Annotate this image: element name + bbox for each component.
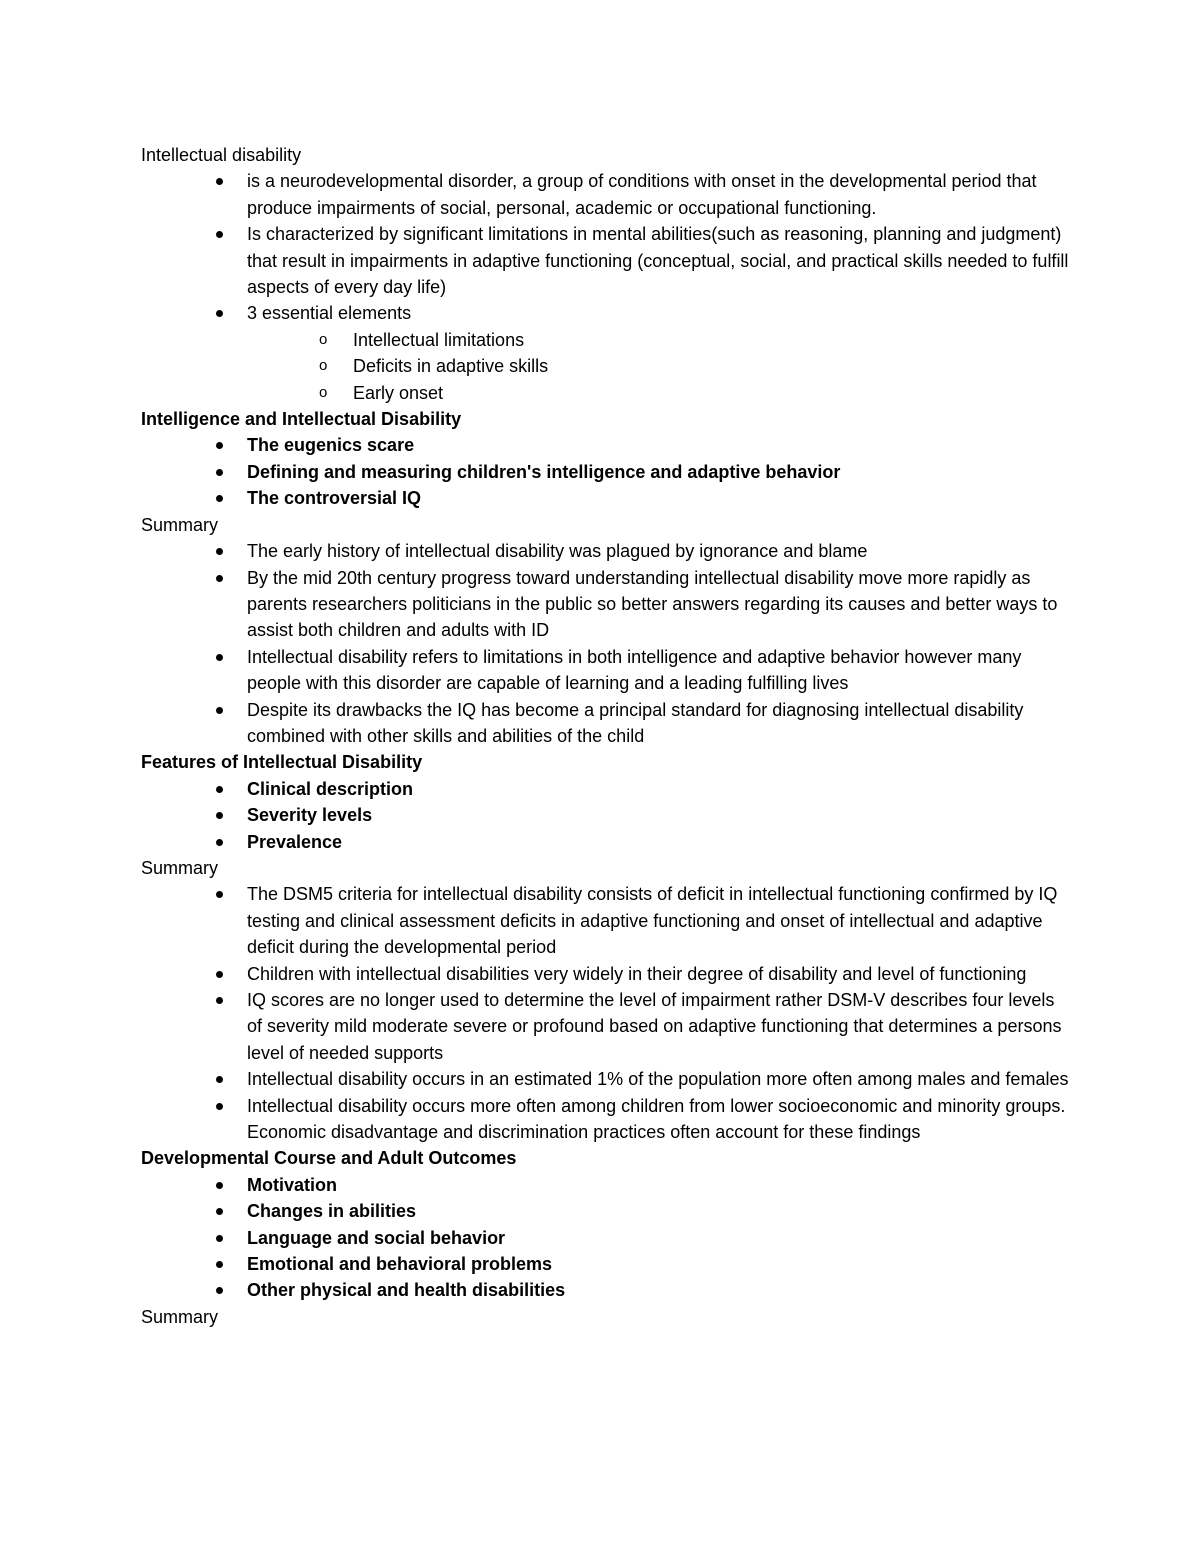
bullet-icon <box>216 469 223 476</box>
bullet-icon <box>216 997 223 1004</box>
sub-list-item: o Intellectual limitations <box>353 327 1071 353</box>
list-item: Severity levels <box>247 802 1071 828</box>
list-item: The early history of intellectual disability was plagued by ignorance and blame <box>247 538 1071 564</box>
list-item: Prevalence <box>247 829 1071 855</box>
bullet-icon <box>216 1261 223 1268</box>
list-item: The DSM5 criteria for intellectual disability consists of deficit in intellectual functioning confirmed by IQ testing and clinical assessment deficits in adaptive functioning and onset of intellectual and adaptive deficit during the developmental period <box>247 881 1071 960</box>
list-item: Language and social behavior <box>247 1225 1071 1251</box>
list-item: Children with intellectual disabilities very widely in their degree of disability and level of functioning <box>247 961 1071 987</box>
section-title-intellectual-disability: Intellectual disability <box>141 145 302 165</box>
bullet-icon <box>216 1287 223 1294</box>
circle-bullet-icon: o <box>319 330 328 348</box>
list-item: Motivation <box>247 1172 1071 1198</box>
bullet-icon <box>216 442 223 449</box>
bullet-icon <box>216 707 223 714</box>
essential-elements-sublist <box>247 327 1071 406</box>
intro-bullet-list <box>141 168 1071 406</box>
bullet-icon <box>216 1182 223 1189</box>
bullet-icon <box>216 1076 223 1083</box>
document-content <box>141 142 1071 1330</box>
list-item: Is characterized by significant limitations in mental abilities(such as reasoning, planning and judgment) that result in impairments in adaptive functioning (conceptual, social, and practical skills needed to fulfill aspects of every day life) <box>247 221 1071 300</box>
list-item: Despite its drawbacks the IQ has become a principal standard for diagnosing intellectual disability combined with other skills and abilities of the child <box>247 697 1071 750</box>
bullet-icon <box>216 1235 223 1242</box>
summary-bullet-list <box>141 881 1071 1145</box>
list-item: Changes in abilities <box>247 1198 1071 1224</box>
developmental-bullet-list <box>141 1172 1071 1304</box>
bullet-icon <box>216 891 223 898</box>
list-item: Other physical and health disabilities <box>247 1277 1071 1303</box>
bullet-icon <box>216 495 223 502</box>
summary-label: Summary <box>141 1306 219 1327</box>
section-heading-features: Features of Intellectual Disability <box>141 752 423 773</box>
bullet-icon <box>216 812 223 819</box>
list-item: Emotional and behavioral problems <box>247 1251 1071 1277</box>
summary-label: Summary <box>141 857 219 878</box>
bullet-icon <box>216 178 223 185</box>
bullet-icon <box>216 575 223 582</box>
list-item: is a neurodevelopmental disorder, a group of conditions with onset in the developmental period that produce impairments of social, personal, academic or occupational functioning. <box>247 168 1071 221</box>
sub-list-item: o Early onset <box>353 380 1071 406</box>
section-heading-intelligence: Intelligence and Intellectual Disability <box>141 409 462 430</box>
bullet-icon <box>216 786 223 793</box>
bullet-icon <box>216 231 223 238</box>
bullet-icon <box>216 310 223 317</box>
bullet-icon <box>216 1103 223 1110</box>
intelligence-bullet-list <box>141 432 1071 511</box>
circle-bullet-icon: o <box>319 357 328 375</box>
sub-list-item: o Deficits in adaptive skills <box>353 353 1071 379</box>
bullet-icon <box>216 654 223 661</box>
list-item: Defining and measuring children's intelligence and adaptive behavior <box>247 459 1071 485</box>
list-item: IQ scores are no longer used to determine the level of impairment rather DSM-V describes four levels of severity mild moderate severe or profound based on adaptive functioning that determines a persons level of needed supports <box>247 987 1071 1066</box>
bullet-icon <box>216 548 223 555</box>
list-item: Intellectual disability occurs in an estimated 1% of the population more often among males and females <box>247 1066 1071 1092</box>
list-item: By the mid 20th century progress toward understanding intellectual disability move more rapidly as parents researchers politicians in the public so better answers regarding its causes and better ways to assist both children and adults with ID <box>247 565 1071 644</box>
summary-label: Summary <box>141 514 219 535</box>
circle-bullet-icon: o <box>319 383 328 401</box>
list-item: The controversial IQ <box>247 485 1071 511</box>
list-item: Intellectual disability refers to limitations in both intelligence and adaptive behavior however many people with this disorder are capable of learning and a leading fulfilling lives <box>247 644 1071 697</box>
bullet-icon <box>216 839 223 846</box>
bullet-icon <box>216 971 223 978</box>
list-item: 3 essential elements o Intellectual limitations o Deficits in adaptive skills o Early onset <box>247 300 1071 406</box>
list-item: Clinical description <box>247 776 1071 802</box>
list-item: The eugenics scare <box>247 432 1071 458</box>
summary-bullet-list <box>141 538 1071 749</box>
bullet-icon <box>216 1208 223 1215</box>
features-bullet-list <box>141 776 1071 855</box>
list-item: Intellectual disability occurs more often among children from lower socioeconomic and minority groups. Economic disadvantage and discrimination practices often account for these findings <box>247 1093 1071 1146</box>
section-heading-developmental: Developmental Course and Adult Outcomes <box>141 1148 517 1169</box>
